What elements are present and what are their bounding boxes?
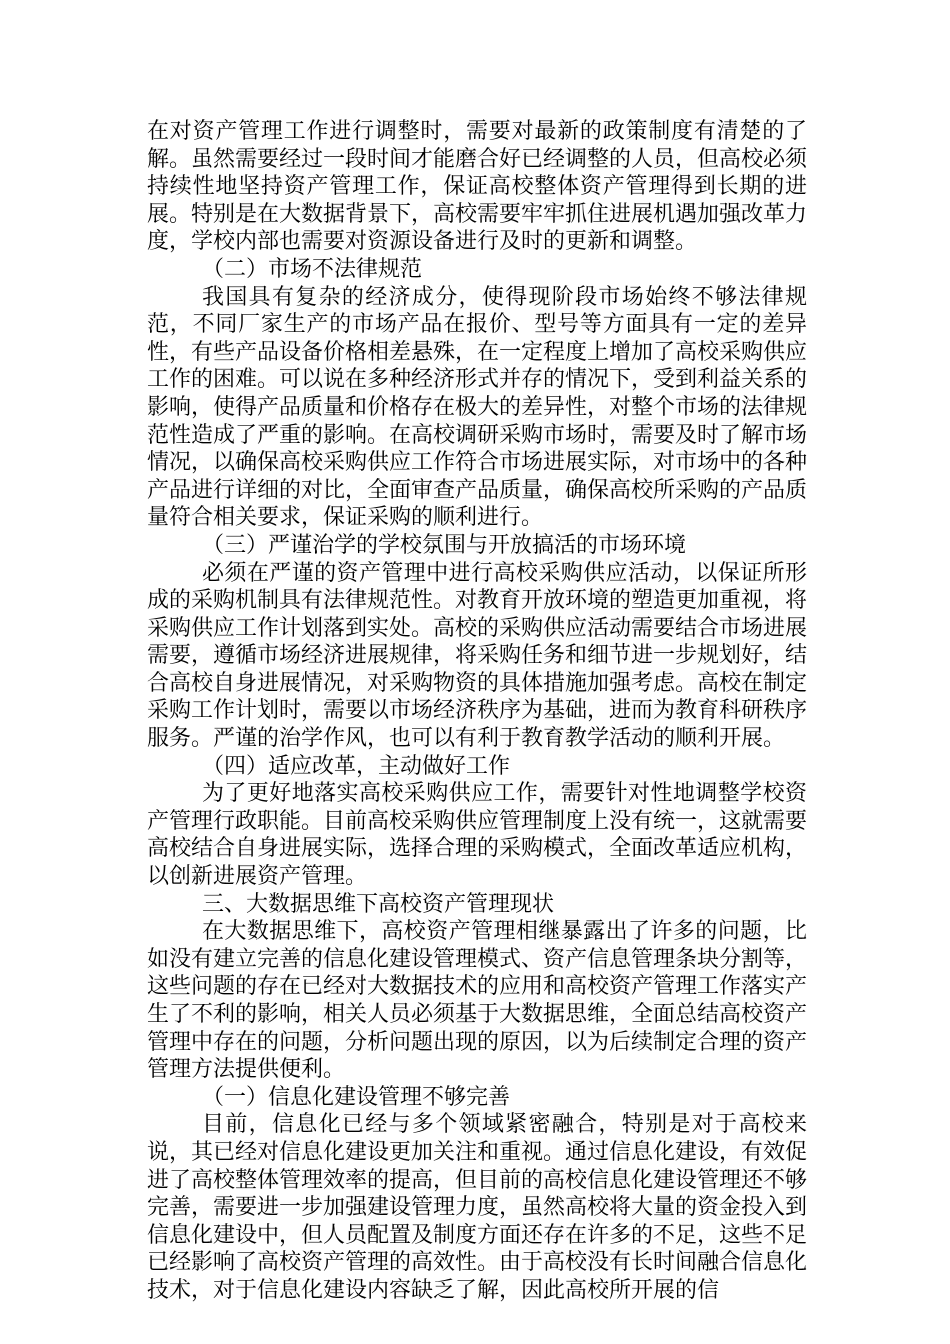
- body-paragraph: 在大数据思维下，高校资产管理相继暴露出了许多的问题，比如没有建立完善的信息化建设管理模式、资产信息管理条块分割等，这些问题的存在已经对大数据技术的应用和高校资产管理工作落实产生了不利的影响，相关人员必须基于大数据思维，全面总结高校资产管理中存在的问题，分析问题出现的原因，以为后续制定合理的资产管理方法提供便利。: [147, 919, 808, 1083]
- section-heading: 三、大数据思维下高校资产管理现状: [202, 891, 555, 917]
- section-heading: （四）适应改革，主动做好工作: [202, 753, 511, 779]
- body-paragraph: 为了更好地落实高校采购供应工作，需要针对性地调整学校资产管理行政职能。目前高校采购供应管理制度上没有统一，这就需要高校结合自身进展实际，选择合理的采购模式，全面改革适应机构，以创新进展资产管理。: [147, 781, 808, 890]
- section-heading: （二）市场不法律规范: [202, 256, 423, 282]
- body-paragraph: 我国具有复杂的经济成分，使得现阶段市场始终不够法律规范，不同厂家生产的市场产品在报价、型号等方面具有一定的差异性，有些产品设备价格相差悬殊，在一定程度上增加了高校采购供应工作的困难。可以说在多种经济形式并存的情况下，受到利益关系的影响，使得产品质量和价格存在极大的差异性，对整个市场的法律规范性造成了严重的影响。在高校调研采购市场时，需要及时了解市场情况，以确保高校采购供应工作符合市场进展实际，对市场中的各种产品进行详细的对比，全面审查产品质量，确保高校所采购的产品质量符合相关要求，保证采购的顺利进行。: [147, 284, 808, 531]
- document-page: [147, 118, 807, 1305]
- section-heading: （三）严谨治学的学校氛围与开放搞活的市场环境: [202, 532, 687, 558]
- body-paragraph: 在对资产管理工作进行调整时，需要对最新的政策制度有清楚的了解。虽然需要经过一段时间才能磨合好已经调整的人员，但高校必须持续性地坚持资产管理工作，保证高校整体资产管理得到长期的进展。特别是在大数据背景下，高校需要牢牢抓住进展机遇加强改革力度，学校内部也需要对资源设备进行及时的更新和调整。: [147, 119, 808, 255]
- body-paragraph: 必须在严谨的资产管理中进行高校采购供应活动，以保证所形成的采购机制具有法律规范性。对教育开放环境的塑造更加重视，将采购供应工作计划落到实处。高校的采购供应活动需要结合市场进展需要，遵循市场经济进展规律，将采购任务和细节进一步规划好，结合高校自身进展情况，对采购物资的具体措施加强考虑。高校在制定采购工作计划时，需要以市场经济秩序为基础，进而为教育科研秩序服务。严谨的治学作风，也可以有利于教育教学活动的顺利开展。: [147, 560, 808, 752]
- section-heading: （一）信息化建设管理不够完善: [202, 1084, 511, 1110]
- body-paragraph: 目前，信息化已经与多个领域紧密融合，特别是对于高校来说，其已经对信息化建设更加关注和重视。通过信息化建设，有效促进了高校整体管理效率的提高，但目前的高校信息化建设管理还不够完善，需要进一步加强建设管理力度，虽然高校将大量的资金投入到信息化建设中，但人员配置及制度方面还存在许多的不足，这些不足已经影响了高校资产管理的高效性。由于高校没有长时间融合信息化技术，对于信息化建设内容缺乏了解，因此高校所开展的信: [147, 1112, 808, 1303]
